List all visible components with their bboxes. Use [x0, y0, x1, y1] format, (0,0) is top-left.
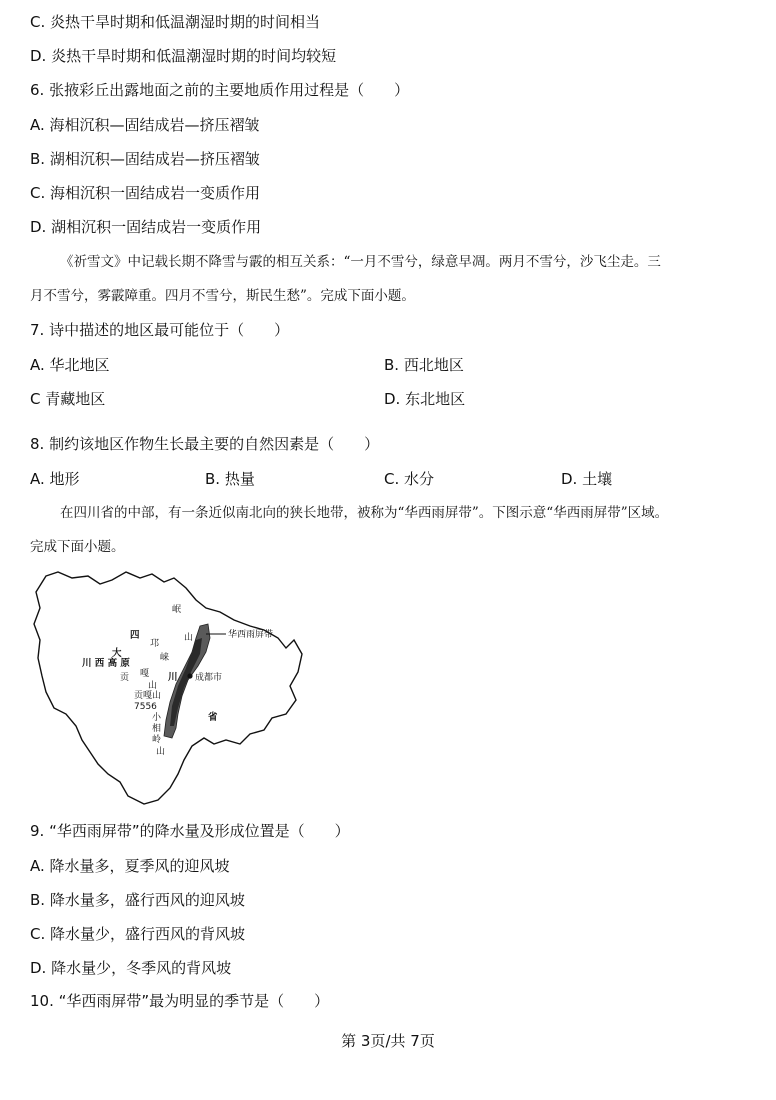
chengdu-dot [187, 673, 192, 678]
q9-option-a: A. 降水量多，夏季风的迎风坡 [30, 857, 230, 875]
map-label-shan3: 山 [156, 747, 166, 757]
map-label-shan: 山 [184, 633, 194, 643]
map-label-ga: 嘎 [140, 669, 150, 679]
map-label-chuan-xi-gao-yuan: 川 西 高 原 [82, 658, 130, 669]
q7-option-a: A. 华北地区 [30, 356, 110, 374]
map-label-ling: 岭 [152, 735, 162, 745]
map-label-si: 四 [130, 630, 140, 641]
map-label-gong: 贡 [120, 673, 130, 683]
q6-option-a: A. 海相沉积—固结成岩—挤压褶皱 [30, 116, 260, 134]
map-label-min: 岷 [172, 605, 182, 615]
passage-1-line-1: 《祈雪文》中记载长期不降雪与霰的相互关系：“一月不雪兮，绿意早凋。两月不雪兮，沙飞尘走。三 [60, 254, 661, 270]
q7-stem: 7. 诗中描述的地区最可能位于（ ） [30, 321, 290, 339]
q8-option-a: A. 地形 [30, 470, 80, 488]
map-label-sheng: 省 [208, 712, 218, 723]
q9-option-b: B. 降水量多，盛行西风的迎风坡 [30, 891, 245, 909]
map-label-lai: 崃 [160, 653, 170, 663]
passage-2-line-1: 在四川省的中部，有一条近似南北向的狭长地带，被称为“华西雨屏带”。下图示意“华西雨屏带”区域。 [60, 505, 669, 521]
q7-option-b: B. 西北地区 [384, 356, 464, 374]
q9-option-d: D. 降水量少，冬季风的背风坡 [30, 959, 232, 977]
q8-stem: 8. 制约该地区作物生长最主要的自然因素是（ ） [30, 435, 380, 453]
map-label-xiao: 小 [152, 713, 162, 723]
q7-option-d: D. 东北地区 [384, 390, 466, 408]
q6-stem: 6. 张掖彩丘出露地面之前的主要地质作用过程是（ ） [30, 81, 410, 99]
q7-option-c: C 青藏地区 [30, 390, 106, 408]
map-label-peak-height: 7556 [134, 702, 157, 712]
q10-stem: 10. “华西雨屏带”最为明显的季节是（ ） [30, 992, 330, 1010]
map-label-chengdu: 成都市 [195, 673, 223, 683]
map-label-xiang: 相 [152, 724, 162, 734]
sichuan-map-svg [28, 568, 318, 808]
map-label-chuan: 川 [168, 672, 178, 683]
map-label-shan2: 山 [148, 681, 158, 691]
map-label-da: 大 [112, 648, 122, 659]
q8-option-b: B. 热量 [205, 470, 255, 488]
map-label-rain-belt: 华西雨屏带 [228, 630, 274, 640]
q6-option-b: B. 湖相沉积—固结成岩—挤压褶皱 [30, 150, 260, 168]
province-outline [34, 572, 302, 804]
passage-1-line-2: 月不雪兮，雾霰障重。四月不雪兮，斯民生愁”。完成下面小题。 [30, 288, 415, 304]
q9-option-c: C. 降水量少，盛行西风的背风坡 [30, 925, 246, 943]
page-number: 第 3页/共 7页 [341, 1032, 435, 1050]
passage-2-line-2: 完成下面小题。 [30, 539, 125, 555]
q8-option-d: D. 土壤 [561, 470, 613, 488]
q8-option-c: C. 水分 [384, 470, 435, 488]
sichuan-map [28, 568, 318, 808]
q9-stem: 9. “华西雨屏带”的降水量及形成位置是（ ） [30, 822, 350, 840]
q6-option-c: C. 海相沉积一固结成岩一变质作用 [30, 184, 261, 202]
map-label-peak-name: 贡嘎山 [134, 691, 162, 701]
map-label-qiong: 邛 [150, 639, 160, 649]
q5-option-d: D. 炎热干旱时期和低温潮湿时期的时间均较短 [30, 47, 337, 65]
q5-option-c: C. 炎热干旱时期和低温潮湿时期的时间相当 [30, 13, 321, 31]
q6-option-d: D. 湖相沉积一固结成岩一变质作用 [30, 218, 262, 236]
